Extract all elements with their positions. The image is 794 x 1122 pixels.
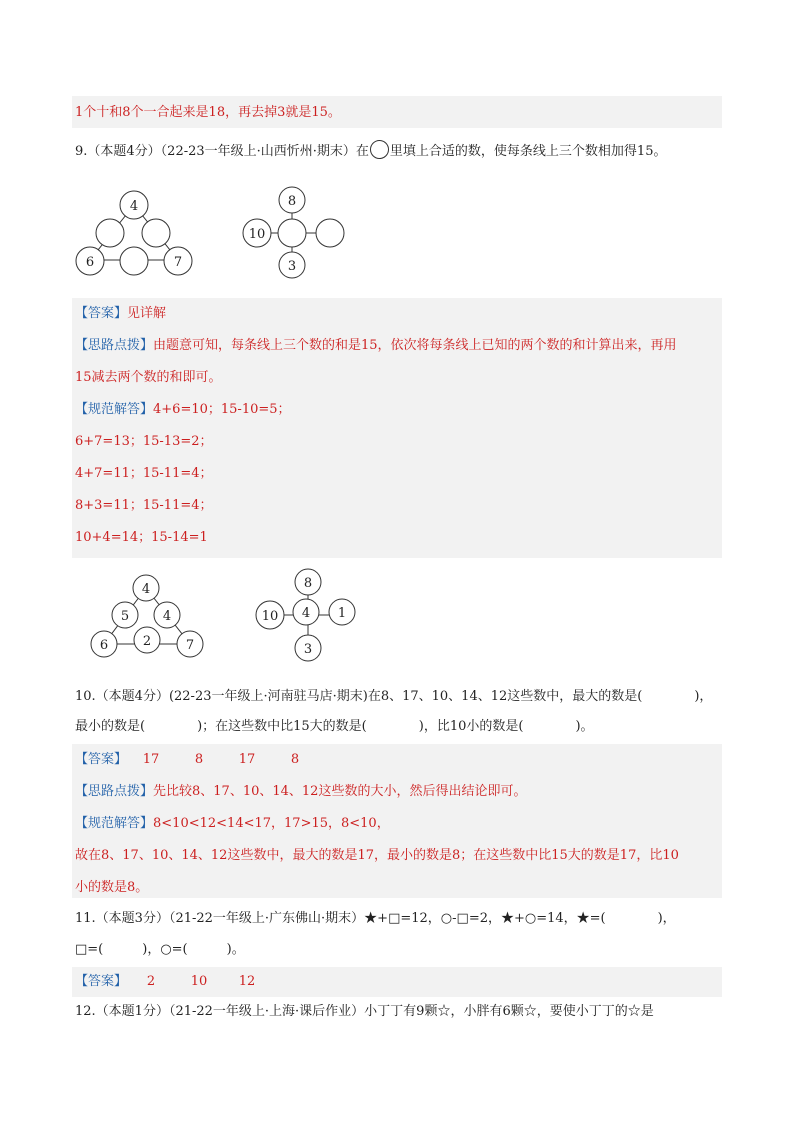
answer-label: 【答案】 — [75, 752, 128, 767]
tri-top-label: 4 — [129, 199, 139, 214]
solution-line-0: 4+6=10；15-10=5； — [153, 402, 291, 417]
q11-answer-1: 10 — [190, 974, 208, 989]
prev-answer-text: 1个十和8个一合起来是18，再去掉3就是15。 — [75, 105, 341, 120]
q10-solution-line — [75, 815, 390, 833]
circle-blank-icon — [370, 140, 389, 159]
question-11-line2: □=( )，○=( )。 — [75, 942, 245, 957]
filled-cross-top: 8 — [303, 576, 313, 591]
q9-solution-line — [75, 401, 291, 419]
q10-answer-0: 17 — [142, 752, 160, 767]
q10-solution-3: 小的数是8。 — [75, 880, 149, 895]
hint-label: 【思路点拨】 — [75, 338, 154, 353]
answer-label: 【答案】 — [75, 306, 128, 321]
answer-text: 见详解 — [127, 306, 167, 321]
q9-suffix: 里填上合适的数，使每条线上三个数相加得15。 — [389, 144, 667, 159]
hint-text-2: 15减去两个数的和即可。 — [75, 370, 222, 385]
question-10-line1: 10.（本题4分）(22-23一年级上·河南驻马店·期末)在8、17、10、14、12这些数中，最大的数是( )， — [75, 689, 713, 704]
q10-hint-line — [75, 783, 526, 801]
filled-cross-right: 1 — [337, 606, 347, 621]
q9-diagram-blank — [70, 185, 360, 280]
q10-hint-text: 先比较8、17、10、14、12这些数的大小，然后得出结论即可。 — [153, 784, 527, 799]
q9-hint-line — [75, 337, 677, 355]
filled-cross-center: 4 — [301, 606, 311, 621]
q11-answer-2: 12 — [238, 974, 256, 989]
solution-line-2: 4+7=11；15-11=4； — [75, 466, 213, 481]
tri-br-label: 7 — [173, 255, 183, 270]
q10-answer-line — [75, 751, 319, 769]
filled-tri-mid-left: 5 — [120, 609, 130, 624]
cross-top-label: 8 — [287, 194, 297, 209]
cross-bottom-label: 3 — [287, 259, 297, 274]
filled-cross-left: 10 — [261, 609, 279, 624]
question-12-line1: 12.（本题1分）（21-22一年级上·上海·课后作业）小丁丁有9颗☆，小胖有6颗☆，要使小丁丁的☆是 — [75, 1004, 654, 1019]
cross-left-label: 10 — [248, 227, 266, 242]
answer-label: 【答案】 — [75, 974, 128, 989]
solution-line-4: 10+4=14；15-14=1 — [75, 530, 208, 545]
q11-answer-line — [75, 973, 271, 991]
solution-line-3: 8+3=11；15-11=4； — [75, 498, 213, 513]
filled-tri-top: 4 — [141, 582, 151, 597]
q10-answer-1: 8 — [194, 752, 204, 767]
filled-tri-bottom-mid: 2 — [142, 634, 152, 649]
question-9 — [75, 140, 666, 161]
question-10-line2: 最小的数是( )；在这些数中比15大的数是( )，比10小的数是( )。 — [75, 719, 594, 734]
solution-label: 【规范解答】 — [75, 402, 154, 417]
q9-answer-line — [75, 305, 166, 323]
filled-tri-bottom-left: 6 — [99, 638, 109, 653]
solution-label: 【规范解答】 — [75, 816, 154, 831]
q10-answer-2: 17 — [238, 752, 256, 767]
tri-bl-label: 6 — [85, 255, 95, 270]
filled-tri-bottom-right: 7 — [185, 638, 195, 653]
q10-solution-2: 故在8、17、10、14、12这些数中，最大的数是17，最小的数是8；在这些数中比15大的数是17，比10 — [75, 848, 679, 863]
hint-label: 【思路点拨】 — [75, 784, 154, 799]
filled-tri-mid-right: 4 — [162, 609, 172, 624]
question-11-line1: 11.（本题3分）（21-22一年级上·广东佛山·期末）★+□=12，○-□=2，★+○=14，★=( )， — [75, 911, 676, 926]
q11-answer-0: 2 — [146, 974, 156, 989]
q9-diagram-filled — [72, 560, 366, 670]
q9-prefix: 9.（本题4分）（22-23一年级上·山西忻州·期末）在 — [75, 144, 369, 159]
q10-solution-1: 8<10<12<14<17，17>15，8<10， — [153, 816, 390, 831]
filled-cross-bottom: 3 — [303, 642, 313, 657]
solution-line-1: 6+7=13；15-13=2； — [75, 434, 213, 449]
q10-answer-3: 8 — [290, 752, 300, 767]
hint-text-1: 由题意可知，每条线上三个数的和是15，依次将每条线上已知的两个数的和计算出来，再用 — [153, 338, 677, 353]
